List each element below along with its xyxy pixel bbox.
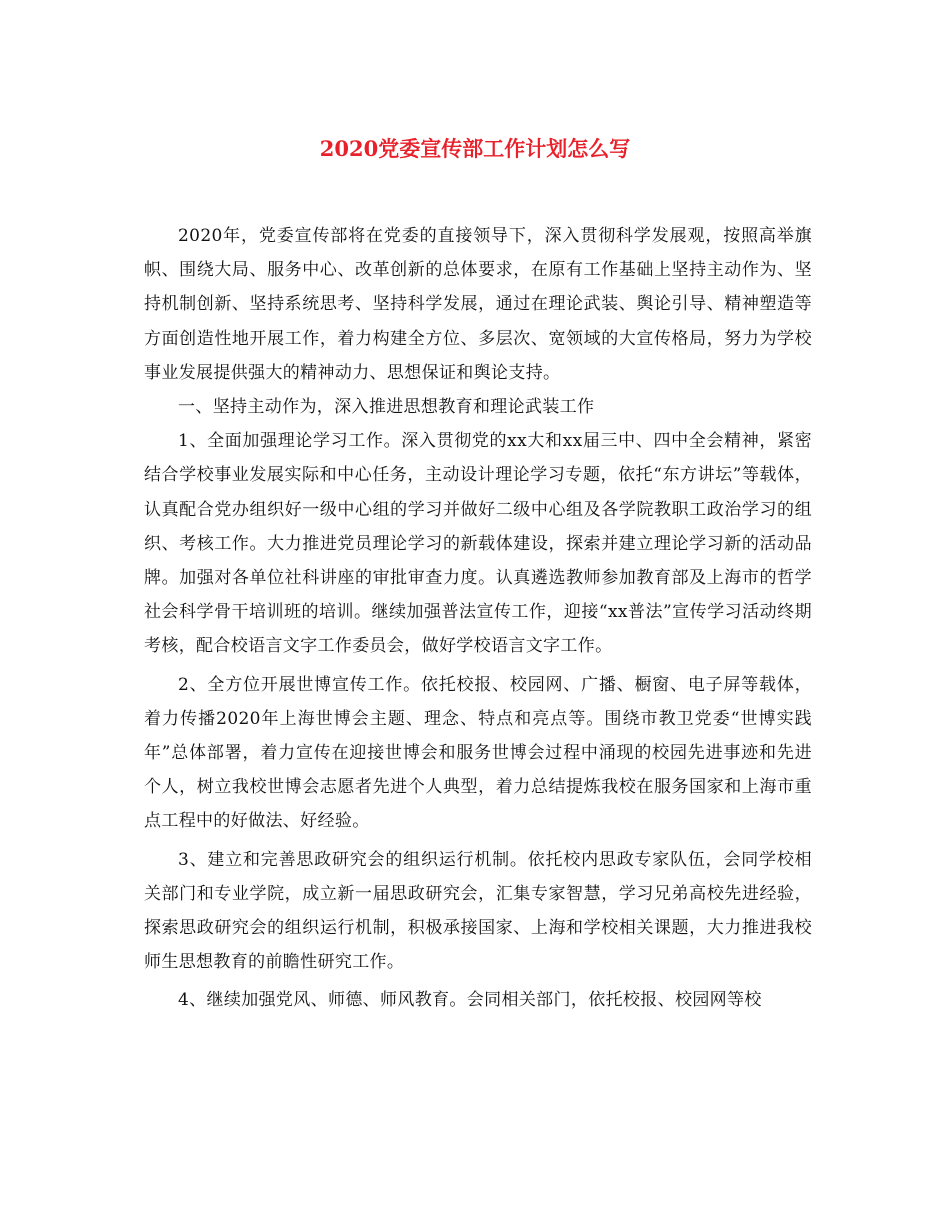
document-body	[144, 219, 812, 1018]
document-title: 2020党委宣传部工作计划怎么写	[319, 136, 631, 161]
intro-paragraph: 2020年，党委宣传部将在党委的直接领导下，深入贯彻科学发展观，按照高举旗帜、围绕大局、服务中心、改革创新的总体要求，在原有工作基础上坚持主动作为、坚持机制创新、坚持系统思考、坚持科学发展，通过在理论武装、舆论引导、精神塑造等方面创造性地开展工作，着力构建全方位、多层次、宽领域的大宣传格局，努力为学校事业发展提供强大的精神动力、思想保证和舆论支持。	[144, 226, 812, 383]
item-paragraph-1: 1、全面加强理论学习工作。深入贯彻党的xx大和xx届三中、四中全会精神，紧密结合学校事业发展实际和中心任务，主动设计理论学习专题，依托“东方讲坛”等载体，认真配合党办组织好一级中心组的学习并做好二级中心组及各学院教职工政治学习的组织、考核工作。大力推进党员理论学习的新载体建设，探索并建立理论学习新的活动品牌。加强对各单位社科讲座的审批审查力度。认真遴选教师参加教育部及上海市的哲学社会科学骨干培训班的培训。继续加强普法宣传工作，迎接“xx普法”宣传学习活动终期考核，配合校语言文字工作委员会，做好学校语言文字工作。	[144, 431, 812, 657]
item-paragraph-2: 2、全方位开展世博宣传工作。依托校报、校园网、广播、橱窗、电子屏等载体，着力传播2020年上海世博会主题、理念、特点和亮点等。围绕市教卫党委“世博实践年”总体部署，着力宣传在迎接世博会和服务世博会过程中涌现的校园先进事迹和先进个人，树立我校世博会志愿者先进个人典型，着力总结提炼我校在服务国家和上海市重点工程中的好做法、好经验。	[144, 674, 812, 832]
item-paragraph-4: 4、继续加强党风、师德、师风教育。会同相关部门，依托校报、校园网等校	[178, 990, 762, 1011]
section-heading-1: 一、坚持主动作为，深入推进思想教育和理论武装工作	[178, 397, 595, 418]
item-paragraph-3: 3、建立和完善思政研究会的组织运行机制。依托校内思政专家队伍，会同学校相关部门和专业学院，成立新一届思政研究会，汇集专家智慧，学习兄弟高校先进经验，探索思政研究会的组织运行机制，积极承接国家、上海和学校相关课题，大力推进我校师生思想教育的前瞻性研究工作。	[144, 849, 812, 973]
